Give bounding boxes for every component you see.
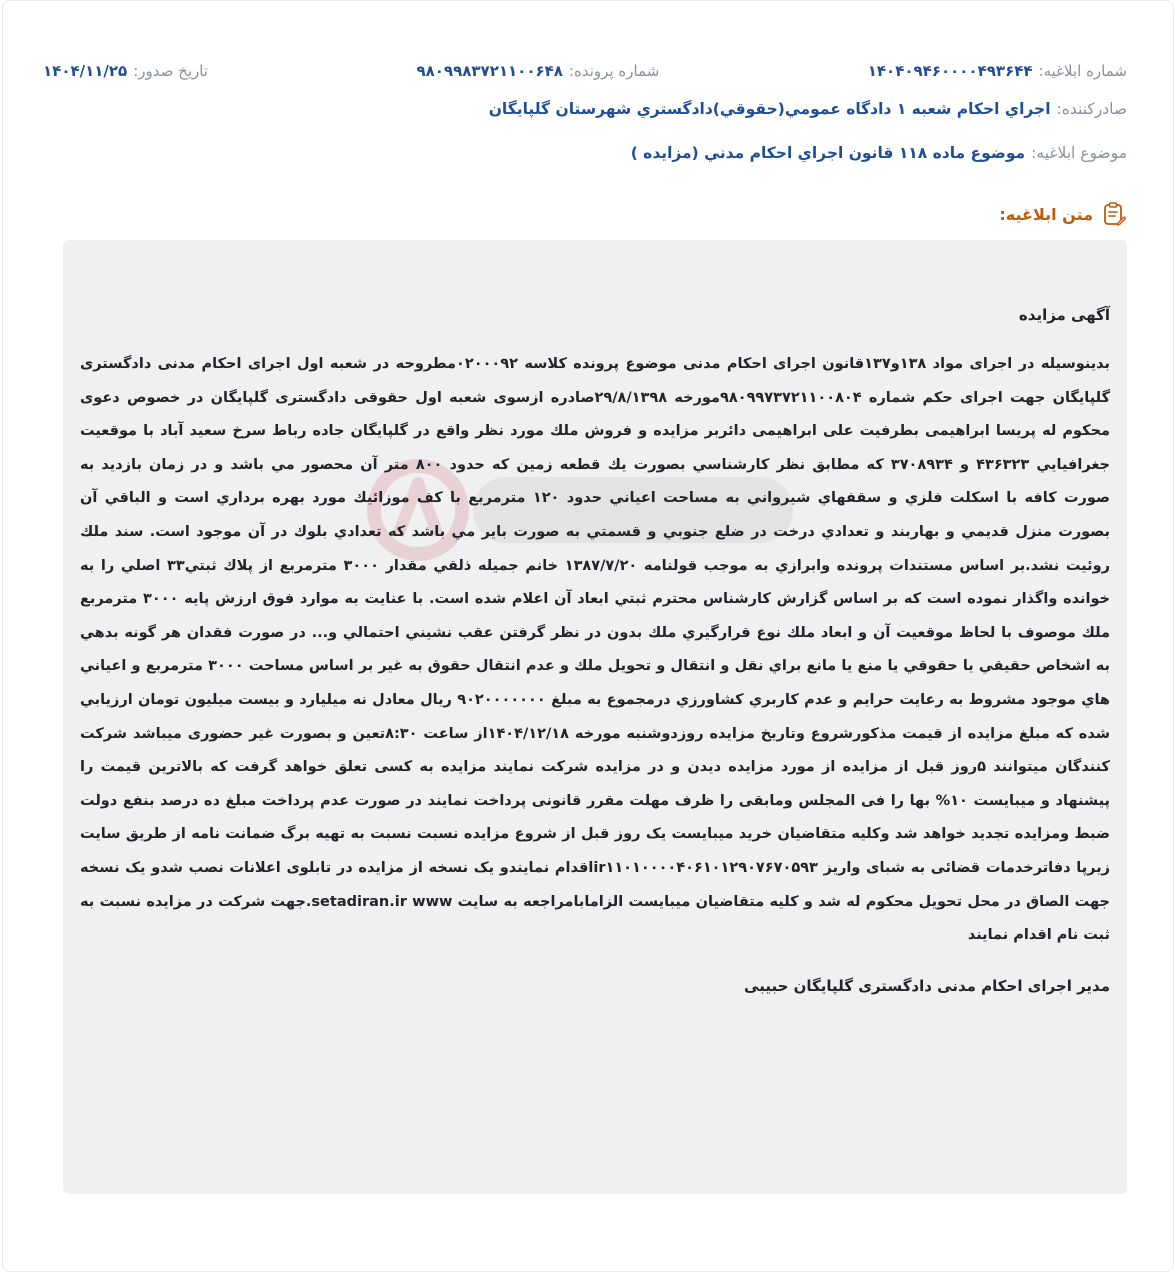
sender-label: صادرکننده: — [1056, 100, 1127, 118]
notice-number-label: شماره ابلاغیه: — [1038, 62, 1127, 80]
notice-signature: مدیر اجرای احکام مدنی دادگستری گلپایگان حبیبی — [744, 976, 1110, 995]
notice-paragraph: بدینوسیله در اجرای مواد ۱۳۸و۱۳۷قانون اجرای احکام مدنی موضوع پرونده کلاسه ۰۲۰۰۰۹۲مطروحه در شعبه اول اجرای احکام مدنی دادگستری گلپایگان جهت اجرای حکم شماره ۹۸۰۹۹۷۳۷۲۱۱۰۰۸۰۴مورخه ۲۹/۸/۱۳۹۸صادره ازسوی شعبه اول حقوقی دادگستری گلپایگان در خصوص دعوی محکوم له پریسا ابراهیمی بطرفیت علی ابراهیمی دائربر مزایده و فروش ملك مورد نظر واقع در گلپايگان جاده رباط سرخ سعيد آباد با موقعيت جغرافيايي ۴۳۶۳۲۳ و ۳۷۰۸۹۳۴ كه مطابق نظر كارشناسي بصورت يك قطعه زمين كه حدود ۸۰۰ متر آن محصور مي باشد و در زمان بازديد به صورت كافه با اسكلت فلزي و سقفهاي شيرواني به مساحت اعياني حدود ۱۲۰ مترمربع با كف موزائيك مورد بهره برداري است و الباقي آن بصورت منزل قديمي و بهاربند و تعدادي درخت در ضلع جنوبي و قسمتي به صورت باير مي باشد كه تعدادي بلوك در آن موجود است. سند ملك روئيت نشد.بر اساس مستندات پرونده وابرازي به موجب قولنامه ۱۳۸۷/۷/۲۰ خانم جميله ذلقي مقدار ۳۰۰۰ مترمربع از پلاك ثبتي۳۳ اصلي را به خوانده واگذار نموده است كه بر اساس گزارش كارشناس محترم ثبتي ابعاد آن اعلام شده است. با عنايت به موارد فوق ارزش پايه ۳۰۰۰ مترمربع ملك موصوف با لحاظ موقعيت آن و ابعاد ملك نوع قرارگيري ملك بدون در نظر گرفتن عقب نشيني احتمالي و... در صورت فقدان هر گونه بدهي به اشخاص حقيقي يا حقوقي يا منع يا مانع براي نقل و انتقال و تحويل ملك و عدم انتقال حقوق به غير بر اساس مساحت ۳۰۰۰ مترمربع و اعياني هاي موجود مشروط به رعايت حرايم و عدم كاربري كشاورزي درمجموع به مبلغ ۹۰۲۰۰۰۰۰۰۰ ريال معادل نه ميليارد و بيست ميليون تومان ارزيابي شده که مبلغ مزایده از قیمت مذکورشروع وتاریخ مزایده روزدوشنبه مورخه ۱۴۰۴/۱۲/۱۸از ساعت ۸:۳۰تعین و بصورت غیر حضوری میباشد شرکت کنندگان میتوانند ۵روز قبل از مزایده از مورد مزایده دیدن و در مزایده شرکت نمایند مزایده به کسی تعلق خواهد گرفت که بالاترین قیمت را پیشنهاد و میبایست ۱۰% بها را فی المجلس ومابقی را ظرف مهلت مقرر قانونی پرداخت نمایند در صورت عدم پرداخت مبلغ ده درصد بنفع دولت ضبط ومزایده تجدید خواهد شد وکلیه متقاضیان خرید میبایست یک روز قبل از شروع مزایده نسبت نسبت به تهیه برگ ضمانت نامه از طریق سایت زیرپا دفاترخدمات قضائی به شبای واریز ir۱۱۰۱۰۰۰۰۴۰۶۱۰۱۲۹۰۷۶۷۰۵۹۳اقدام نمایندو یک نسخه از مزایده در تابلوی اعلانات نصب شدو یک نسخه جهت الصاق در محل تحویل محکوم له شد و کلیه متقاضیان میبایست الزامابامراجعه به سایت setadiran.ir www.جهت شرکت در مزایده نسبت به ثبت نام اقدام نمایند — [80, 356, 1111, 944]
sender-value: اجراي احکام شعبه ۱ دادگاه عمومي(حقوقي)دادگستري شهرستان گلپايگان — [488, 100, 1051, 118]
subject-line — [631, 144, 1127, 162]
issue-date — [43, 62, 208, 80]
notice-content-box — [63, 240, 1127, 1194]
case-number-value: ۹۸۰۹۹۸۳۷۲۱۱۰۰۶۴۸ — [416, 62, 563, 80]
notice-body-heading — [999, 201, 1127, 227]
issue-date-label: تاریخ صدور: — [133, 62, 208, 80]
notice-number — [868, 62, 1127, 80]
notice-title: آگهی مزایده — [1018, 306, 1110, 324]
meta-row — [43, 59, 1127, 83]
document-icon — [1101, 201, 1127, 227]
notice-body-heading-label: متن ابلاغیه: — [999, 204, 1093, 224]
sender-line — [489, 100, 1127, 118]
notice-content — [80, 300, 1110, 1016]
issue-date-value: ۱۴۰۴/۱۱/۲۵ — [43, 62, 128, 80]
case-number — [416, 62, 659, 80]
notice-number-value: ۱۴۰۴۰۹۴۶۰۰۰۰۴۹۳۶۴۴ — [867, 62, 1033, 80]
subject-value: موضوع ماده ۱۱۸ قانون اجراي احکام مدني (مزايده ) — [630, 144, 1026, 162]
subject-label: موضوع ابلاغیه: — [1031, 144, 1127, 162]
notice-page — [2, 0, 1174, 1272]
case-number-label: شماره پرونده: — [568, 62, 660, 80]
